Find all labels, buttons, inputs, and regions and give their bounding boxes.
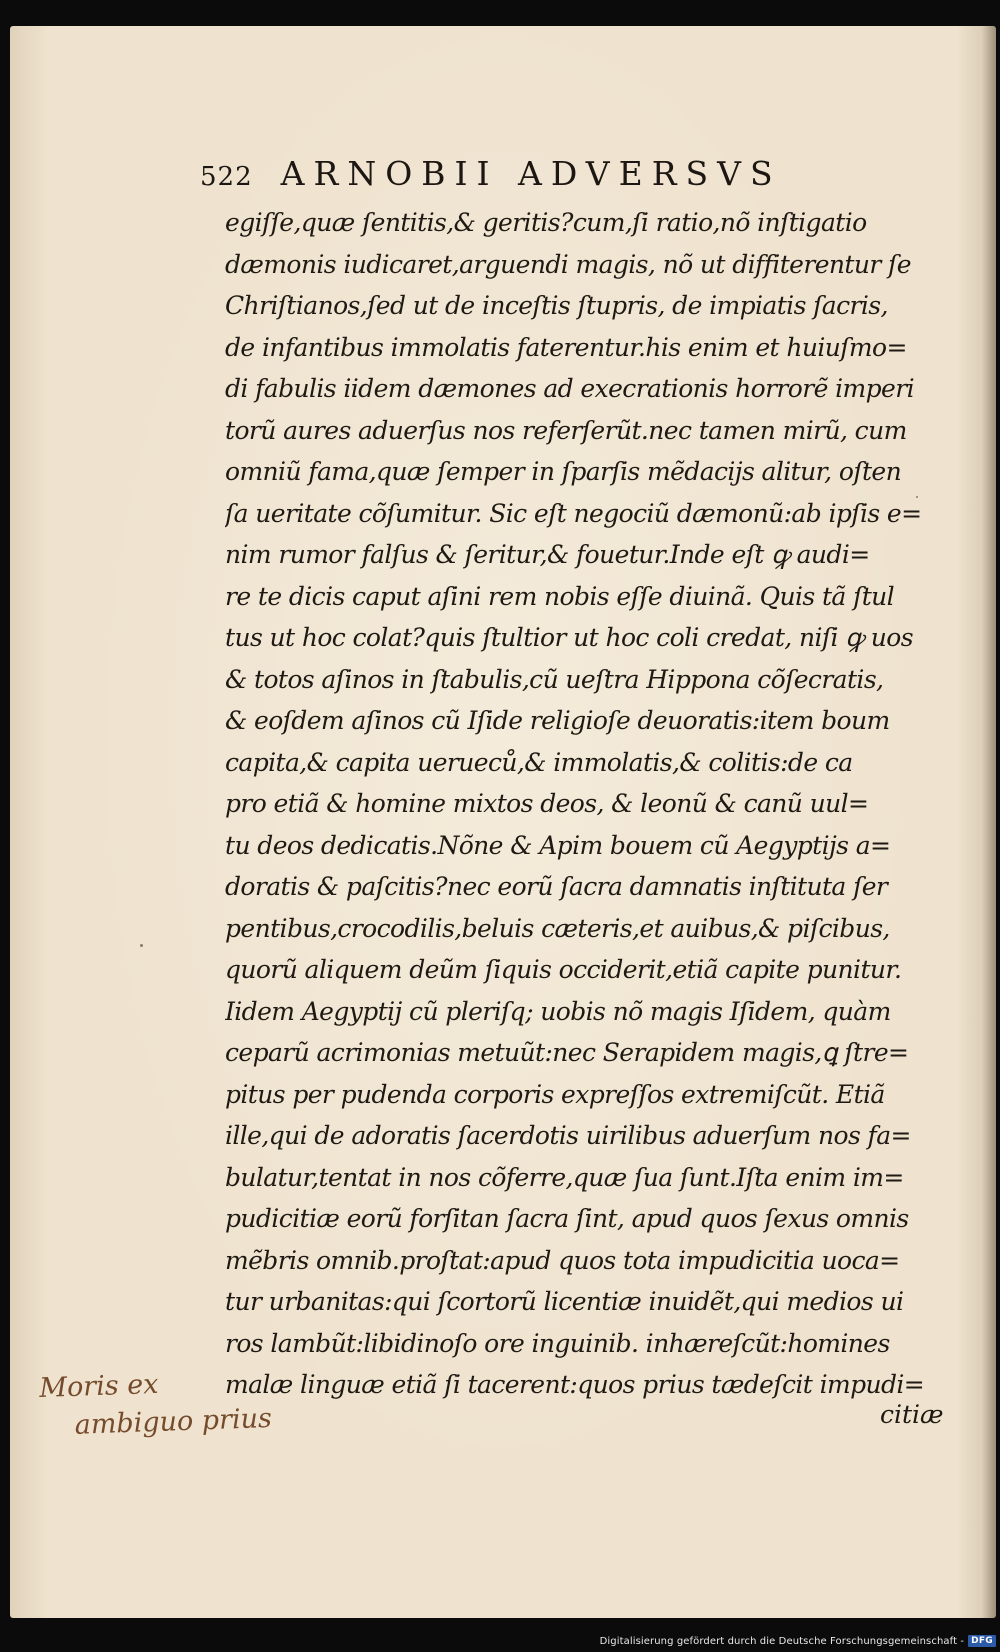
catchword: citiæ xyxy=(880,1400,944,1429)
text-line: nim rumor falſus & ſeritur,& fouetur.Inde eſt ꝙ audi= xyxy=(225,540,870,569)
marginal-note-line-2: ambiguo prius xyxy=(74,1402,273,1441)
text-line: re te dicis caput aſini rem nobis eſſe diuinã. Quis tã ſtul xyxy=(225,581,895,611)
text-line: Chriſtianos,ſed ut de inceſtis ſtupris, de impiatis ſacris, xyxy=(225,291,888,320)
page-number: 522 xyxy=(200,162,253,192)
book-page xyxy=(10,26,996,1618)
dfg-logo: DFG xyxy=(968,1635,996,1647)
text-line: tus ut hoc colat?quis ſtultior ut hoc coli credat, niſi ꝙ uos xyxy=(225,623,913,652)
running-head xyxy=(200,154,782,193)
text-line: pudicitiæ eorũ forſitan ſacra ſint, apud quos ſexus omnis xyxy=(225,1204,909,1233)
funding-credit: Digitalisierung gefördert durch die Deutsche Forschungsgemeinschaft - xyxy=(599,1635,965,1647)
text-line: ceparũ acrimonias metuũt:nec Serapidem magis,ꝗ ſtre= xyxy=(225,1038,909,1067)
text-line: & eoſdem aſinos cũ Iſide religioſe deuoratis:item boum xyxy=(225,706,890,735)
marginal-note-line-1: Moris ex xyxy=(38,1368,159,1405)
text-line: bulatur,tentat in nos cõferre,quæ ſua ſunt.Iſta enim im= xyxy=(225,1162,904,1192)
text-line: di fabulis iidem dæmones ad execrationis horrorẽ imperi xyxy=(225,374,914,403)
text-line: Iidem Aegyptij cũ pleriſq; uobis nõ magis Iſidem, quàm xyxy=(225,996,891,1026)
paper-speck xyxy=(140,944,143,947)
text-line: capita,& capita uerueců,& immolatis,& colitis:de ca xyxy=(225,747,853,777)
text-line: malæ linguæ etiã ſi tacerent:quos prius tædeſcit impudi= xyxy=(225,1370,925,1399)
text-line: pentibus,crocodilis,beluis cæteris,et auibus,& piſcibus, xyxy=(225,913,890,943)
text-line: tu deos dedicatis.Nõne & Apim bouem cũ Aegyptijs a= xyxy=(225,830,891,860)
text-line: quorũ aliquem deũm ſiquis occiderit,etiã capite punitur. xyxy=(225,955,902,984)
running-title: ARNOBII ADVERSVS xyxy=(280,154,782,193)
text-line: pitus per pudenda corporis expreſſos extremiſcũt. Etiã xyxy=(225,1079,885,1109)
text-line: ros lambũt:libidinoſo ore inguinib. inhæreſcũt:homines xyxy=(225,1328,890,1358)
text-line: pro etiã & homine mixtos deos, & leonũ & canũ uul= xyxy=(225,789,869,818)
text-line: omniũ fama,quæ ſemper in ſparſis mẽdacijs alitur, oſten xyxy=(225,457,902,486)
handwritten-marginal-note xyxy=(39,1362,273,1446)
text-line: egiſſe,quæ ſentitis,& geritis?cum,ſi ratio,nõ inſtigatio xyxy=(225,208,867,237)
text-line: & totos aſinos in ſtabulis,cũ ueſtra Hippona cõſecratis, xyxy=(225,664,884,694)
text-line: ille,qui de adoratis ſacerdotis uirilibus aduerſum nos fa= xyxy=(225,1121,911,1150)
text-line: doratis & paſcitis?nec eorũ ſacra damnatis inſtituta ſer xyxy=(225,872,888,901)
text-line: torũ aures aduerſus nos referſerũt.nec tamen mirũ, cum xyxy=(225,415,907,445)
text-line: ſa ueritate cõſumitur. Sic eſt negociũ dæmonũ:ab ipſis e= xyxy=(225,498,922,528)
digitization-footer xyxy=(600,1630,1000,1652)
paper-speck xyxy=(916,496,918,498)
text-line: tur urbanitas:qui ſcortorũ licentiæ inuidẽt,qui medios ui xyxy=(225,1287,904,1316)
body-text xyxy=(225,202,935,1406)
gutter-shadow xyxy=(982,26,996,1618)
text-line: dæmonis iudicaret,arguendi magis, nõ ut diffiterentur ſe xyxy=(225,249,911,279)
text-line: de infantibus immolatis faterentur.his enim et huiuſmo= xyxy=(225,332,907,362)
text-line: mẽbris omnib.proſtat:apud quos tota impudicitia uoca= xyxy=(225,1245,900,1275)
